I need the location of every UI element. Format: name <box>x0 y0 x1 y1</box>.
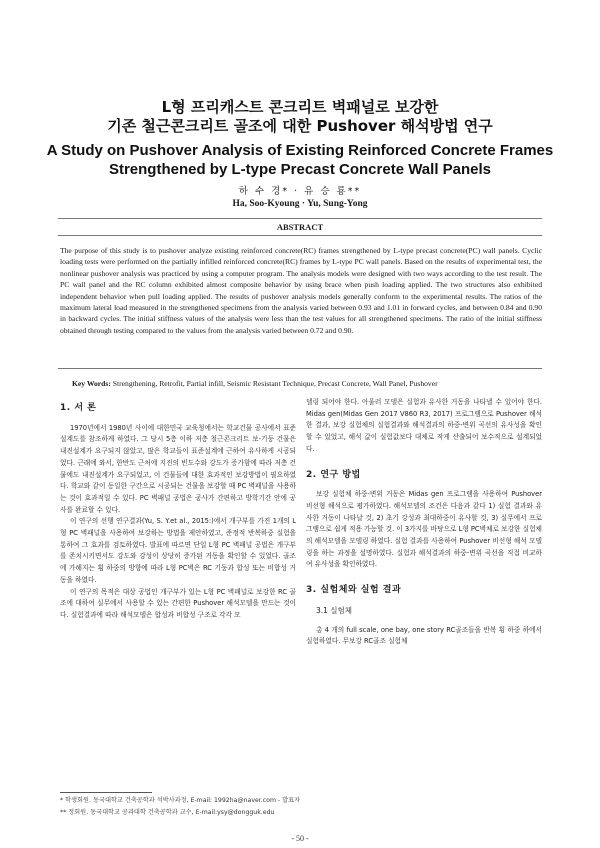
abstract-body <box>60 245 542 336</box>
abstract-text: The purpose of this study is to pushover analyze existing reinforced concrete(RC) frames strengthened by L-type precast concrete(PC) wall panels. Cyclic loading tests were performed on the partially infilled reinforced concrete(RC) frames by L-type PC wall panels. Based on the results of experimental test, the nonlinear pushover analysis was practiced by using a computer program. The analysis models were designed with two ways according to the test result. The PC wall panel and the RC column exhibited almost composite behavior by using brace when push loading applied. The two structures also exhibited independent behavior when pull loading applied. The results of pushover analysis models generally conform to the experimental results. The ratios of the maximum lateral load measured in the strengthened specimens from the analysis varied between 0.93 and 1.01 in forward cycles, and between 0.84 and 0.90 in backward cycles. The initial stiffness values of the analysis were less than the test values for all strengthened specimens. The ratio of the initial stiffness obtained through testing compared to the values from the analysis varied between 0.72 and 0.90. <box>60 246 542 335</box>
title-korean-line-2: 기존 철근콘크리트 골조에 대한 Pushover 해석방법 연구 <box>107 117 493 135</box>
paragraph: 이 연구의 목적은 대상 공법인 개구부가 있는 L형 PC 벽패널로 보강한 RC 골조에 대하여 실무에서 사용할 수 있는 간편한 Pushover 해석모델을 만드는 것이다. 실험결과에 따라 해석모델은 합성과 비합성 구조로 각각 모 <box>60 587 296 619</box>
abstract-heading-rule <box>58 235 542 236</box>
subsection-3-1-heading: 3.1 실험체 <box>316 605 353 615</box>
paragraph: 1970년에서 1980년 사이에 대한민국 교육청에서는 학교건물 공사에서 표준설계도를 참조하게 하였다. 그 당시 5층 이하 저층 철근콘크리트 보-기둥 건물은 내진설계가 요구되지 않았고, 많은 학교들이 표준설계에 근하여 유사하게 시공되었다. 근래에 와서, 한반도 근처에 지진의 빈도수와 강도가 증가함에 따라 저층 건물에도 내진설계가 요구되었고, 이 건물들에 대한 효과적인 보강방법이 필요하였다. 학교와 같이 동일한 구간으로 시공되는 건물을 보강할 때 PC 벽패널을 사용하는 것이 효과적일 수 있다. PC 벽패널 공법은 공사가 간편하고 방학기간 안에 공사를 완료할 수 있다. <box>60 423 296 514</box>
footnote-rule <box>60 792 152 793</box>
abstract-top-rule <box>58 218 542 219</box>
section-2-heading: 2. 연구 방법 <box>306 469 361 480</box>
keywords-list: Strengthening, Retrofit, Partial infill, Seismic Resistant Technique, Precast Concrete, Wall Panel, Pushover <box>110 379 438 388</box>
footnotes <box>60 795 540 818</box>
paragraph: 델링 되어야 한다. 아울러 모델은 실험과 유사한 거동을 나타낼 수 있어야 한다. Midas gen(Midas Gen 2017 V860 R3, 2017) 프로그램으로 Pushover 해석한 결과, 보강 실험체의 실험결과와 해석결과의 하중-변위 곡선의 유사성을 확인할 수 있었고, 해석 값이 실험값보다 대체로 작게 산출되어 보수적으로 설계되었다. <box>306 398 542 453</box>
title-english-line-2: Strengthened by L-type Precast Concrete Wall Panels <box>108 161 492 178</box>
authors-english: Ha, Soo-Kyoung · Yu, Sung-Yong <box>232 199 368 209</box>
paragraph: 총 4 개의 full scale, one bay, one story RC골조들을 반복 횡 하중 하에서 실험하였다. 무보강 RC골조 실험체 <box>306 625 542 646</box>
section-1-heading: 1. 서 론 <box>60 403 97 413</box>
authors-korean: 하 수 경* · 유 승 룡** <box>238 186 362 197</box>
paragraph: 이 연구의 선행 연구결과(Yu, S. Y.et al., 2015:)에서 개구부를 가진 1개의 L형 PC 벽패널을 사용하여 보강하는 방법을 제안하였고, 준정적 반복하중 실험을 통하여 그 효과를 검토하였다. 발표에 따르면 단일 L형 PC 벽패널 공법은 개구부를 존치시키면서도 강도와 강성이 상당히 증가된 거동을 확인할 수 있었다. 골조에 가해지는 횡 하중의 방향에 따라 L형 PC벽은 RC 기둥과 합성 또는 비합성 거동을 하였다. <box>60 517 296 584</box>
footnote-1: * 학생회원․ 동국대학교 건축공학과 석박사과정, E-mail: 1992ha@naver.com - 발표자 <box>60 797 301 804</box>
title-english-line-1: A Study on Pushover Analysis of Existing Reinforced Concrete Frames <box>46 142 554 159</box>
abstract-bottom-rule <box>58 368 542 369</box>
left-column <box>60 397 296 622</box>
paragraph: 보강 실험체 하중-변위 거동은 Midas gen 프로그램을 사용하여 Pushover 비선형 해석으로 평가하였다. 해석모델의 조건은 다음과 같다 1) 실험 결과와 유사한 거동이 나타날 것, 2) 초기 강성과 최대하중이 유사할 것, 3) 실무에서 프로그램으로 쉽게 적용 가능할 것. 이 3가지를 바탕으로 L형 PC벽체로 보강한 실험체의 해석모델을 모델링 하였다. 실험 결과를 사용하여 Pushover 비선형 해석 모델링을 하는 과정을 설명하였다. 실험과 해석결과의 하중-변위 곡선을 직접 비교하여 유사성을 확인하였다. <box>306 490 542 569</box>
footnote-2: ** 정회원․ 동국대학교 공과대학 건축공학과 교수, E-mail:ysy@dongguk.edu <box>60 808 275 816</box>
keywords-label: Key Words: <box>72 379 111 388</box>
right-column <box>306 397 542 648</box>
section-3-heading: 3. 실험체와 실험 결과 <box>306 585 402 596</box>
title-korean-line-1: L형 프리캐스트 콘크리트 벽패널로 보강한 <box>161 98 439 116</box>
keywords <box>72 379 542 388</box>
page-number: - 50 - <box>291 834 309 843</box>
abstract-heading: ABSTRACT <box>276 222 324 232</box>
